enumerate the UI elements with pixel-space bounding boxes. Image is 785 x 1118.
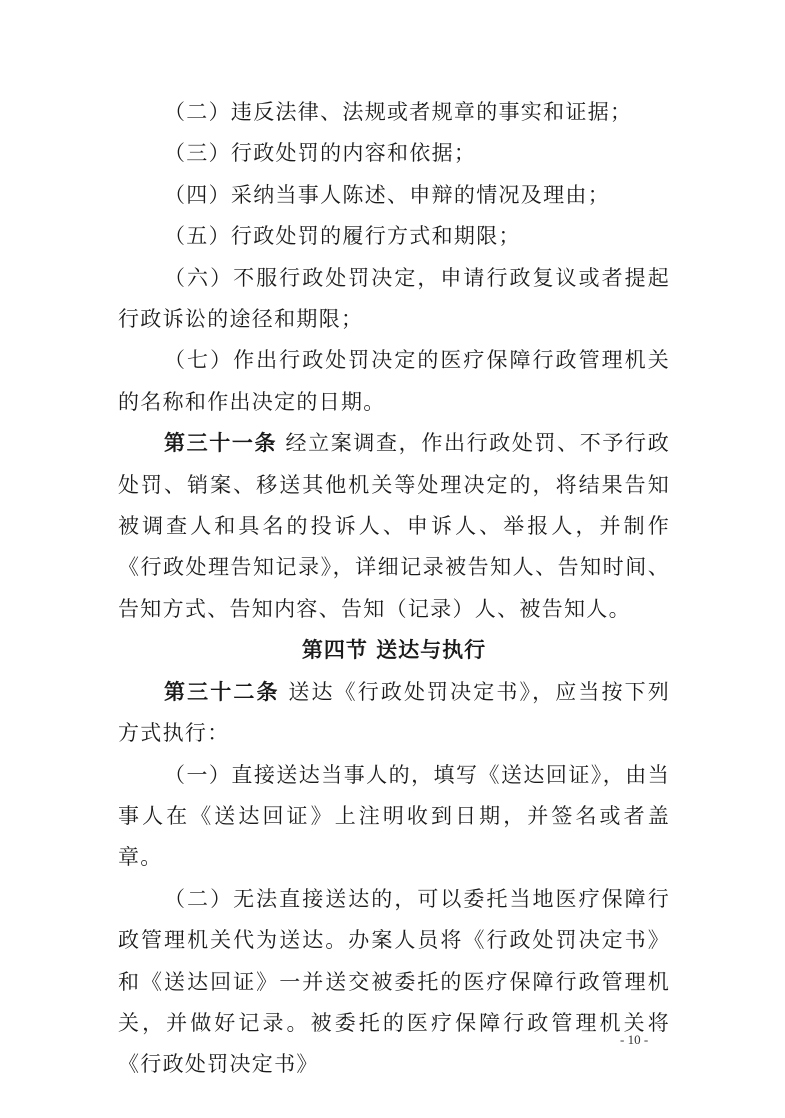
article-32 bbox=[118, 672, 670, 755]
paragraph-text: （四）采纳当事人陈述、申辩的情况及理由； bbox=[164, 182, 610, 207]
paragraph-item-4 bbox=[118, 175, 670, 216]
paragraph-item-6 bbox=[118, 258, 670, 341]
article-number: 第三十二条 bbox=[164, 679, 280, 704]
paragraph-text: （二）违反法律、法规或者规章的事实和证据； bbox=[164, 100, 633, 124]
section-heading: 第四节 送达与执行 bbox=[301, 638, 487, 663]
paragraph-item-3 bbox=[118, 133, 670, 174]
article-text: 送达《行政处罚决定书》，应当按下列方式执行： bbox=[118, 679, 671, 746]
document-body bbox=[118, 92, 670, 1086]
paragraph-text: （二）无法直接送达的，可以委托当地医疗保障行政管理机关代为送达。办案人员将《行政处罚决定书》和《送达回证》一并送交被委托的医疗保障行政管理机关，并做好记录。被委托的医疗保障行政管理机关将《行政处罚决定书》 bbox=[118, 886, 670, 1077]
paragraph-item-2b bbox=[118, 879, 670, 1086]
paragraph-item-1b bbox=[118, 755, 670, 879]
paragraph-item-7 bbox=[118, 340, 670, 423]
page-number: - 10 - bbox=[620, 1032, 649, 1047]
paragraph-text: （七）作出行政处罚决定的医疗保障行政管理机关的名称和作出决定的日期。 bbox=[118, 348, 670, 414]
paragraph-text: （一）直接送达当事人的，填写《送达回证》，由当事人在《送达回证》上注明收到日期，并签名或者盖章。 bbox=[118, 762, 670, 870]
article-text: 经立案调查，作出行政处罚、不予行政处罚、销案、移送其他机关等处理决定的，将结果告知被调查人和具名的投诉人、申诉人、举报人，并制作《行政处理告知记录》，详细记录被告知人、告知时间、告知方式、告知内容、告知（记录）人、被告知人。 bbox=[118, 431, 670, 621]
paragraph-item-5 bbox=[118, 216, 670, 257]
paragraph-item-2 bbox=[118, 92, 670, 133]
paragraph-text: （六）不服行政处罚决定，申请行政复议或者提起行政诉讼的途径和期限； bbox=[118, 265, 670, 332]
paragraph-text: （三）行政处罚的内容和依据； bbox=[164, 141, 477, 166]
paragraph-text: （五）行政处罚的履行方式和期限； bbox=[164, 224, 521, 249]
article-31 bbox=[118, 423, 670, 630]
article-number: 第三十一条 bbox=[164, 431, 278, 456]
